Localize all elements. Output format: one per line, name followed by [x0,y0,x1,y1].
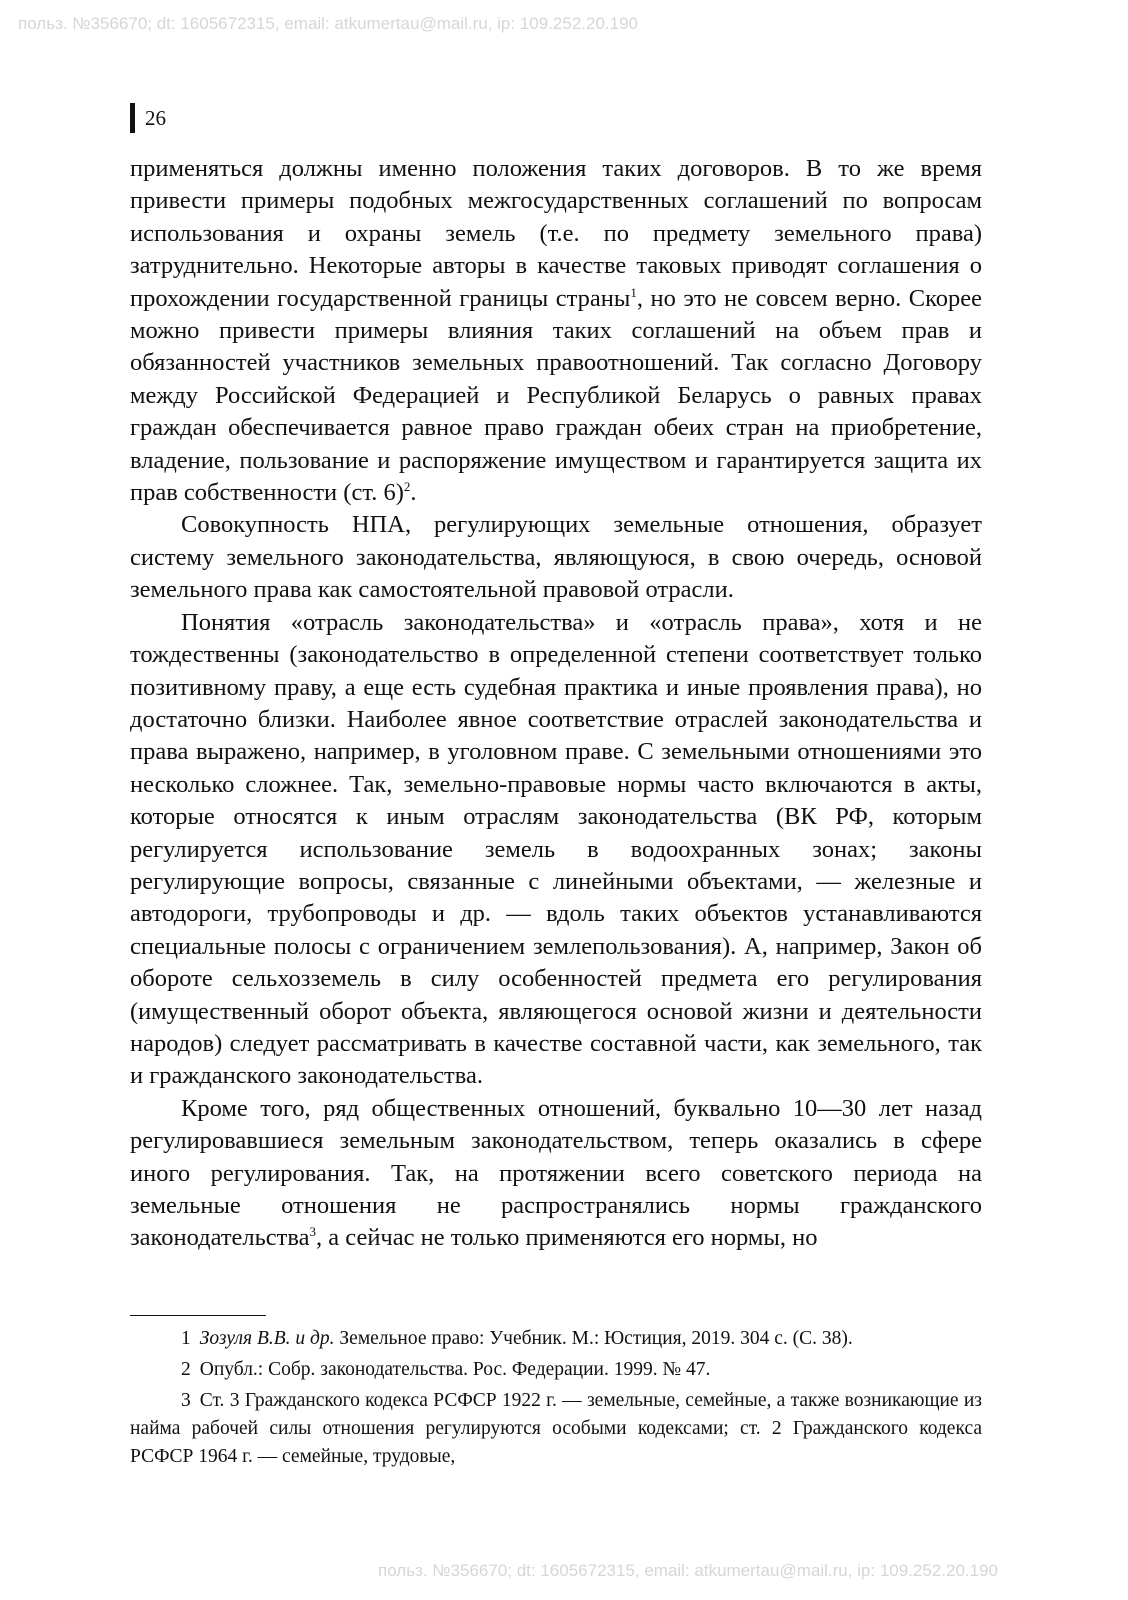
paragraph-1-text-b: , но это не совсем верно. Скорее можно привести примеры влияния таких соглашений на объем прав и обязанностей участников земельных правоотношений. Так согласно Договору между Российской Федерацией и Республикой Беларусь о равных правах граждан обеспечивается равное право граждан обеих стран на приобретение, владение, пользование и распоряжение имуществом и гарантируется защита их прав собственности (ст. 6) [130,284,982,507]
footnote-ref-2: 2 [403,479,411,495]
footnotes [130,1325,982,1471]
footnote-3-mark: 3 [181,1390,191,1411]
paragraph-4-text-a: Кроме того, ряд общественных отношений, буквально 10—30 лет назад регулировавшиеся земельным законодательством, теперь оказались в сфере иного регулирования. Так, на протяжении всего советского периода на земельные отношения не распространялись нормы гражданского законодательства [130,1094,982,1252]
footnote-2-mark: 2 [181,1359,191,1380]
paragraph-2: Совокупность НПА, регулирующих земельные отношения, образует систему земельного законодательства, являющуюся, в свою очередь, основой земельного права как самостоятельной правовой отрасли. [130,511,982,604]
watermark-bottom: польз. №356670; dt: 1605672315, email: atkumertau@mail.ru, ip: 109.252.20.190 [378,1561,999,1580]
paragraph-3: Понятия «отрасль законодательства» и «отрасль права», хотя и не тождественны (законодательство в определенной степени соответствует только позитивному праву, а еще есть судебная практика и иные проявления права), но достаточно близки. Наиболее явное соответствие отраслей законодательства и права выражено, например, в уголовном праве. С земельными отношениями это несколько сложнее. Так, земельно-правовые нормы часто включаются в акты, которые относятся к иным отраслям законодательства (ВК РФ, которым регулируется использование земель в водоохранных зонах; законы регулирующие вопросы, связанные с линейными объектами, — железные и автодороги, трубопроводы и др. — вдоль таких объектов устанавливаются специальные полосы с ограничением землепользования). А, например, Закон об обороте сельхозземель в силу особенностей предмета его регулирования (имущественный оборот объекта, являющегося основой жизни и деятельности народов) следует рассматривать в качестве составной части, как земельного, так и гражданского законодательства. [130,608,982,1090]
paragraph-1-text-c: . [410,479,417,507]
paragraph-4 [130,1093,982,1255]
footnote-1-authors: Зозуля В.В. и др. [199,1328,335,1349]
paragraph-1 [130,153,982,509]
footnote-divider [130,1315,266,1316]
footnote-3 [130,1387,982,1471]
main-text [130,153,982,1255]
paragraph-1-text-a: применяться должны именно положения таких договоров. В то же время привести примеры подобных межгосударственных соглашений по вопросам использования и охраны земель (т.е. по предмету земельного права) затруднительно. Некоторые авторы в качестве таковых приводят соглашения о прохождении государственной границы страны [130,155,982,312]
page-number-bar [130,103,135,133]
watermark-top: польз. №356670; dt: 1605672315, email: atkumertau@mail.ru, ip: 109.252.20.190 [18,14,639,33]
footnote-1 [130,1325,982,1353]
footnote-1-text: Земельное право: Учебник. М.: Юстиция, 2019. 304 с. (С. 38). [334,1328,853,1349]
paragraph-4-text-b: , а сейчас не только применяются его нормы, но [316,1224,818,1252]
footnote-3-text: Ст. 3 Гражданского кодекса РСФСР 1922 г. — земельные, семейные, а также возникающие из найма рабочей силы отношения регулируются особыми кодексами; ст. 2 Гражданского кодекса РСФСР 1964 г. — семейные, трудовые, [130,1390,982,1467]
footnote-2-text: Опубл.: Собр. законодательства. Рос. Федерации. 1999. № 47. [199,1359,711,1380]
footnote-2 [130,1356,982,1384]
footnote-1-mark: 1 [181,1328,191,1349]
page-number-text: 26 [145,105,166,130]
footnote-ref-1: 1 [630,284,637,300]
footnote-ref-3: 3 [309,1224,317,1240]
page-number [130,103,166,133]
